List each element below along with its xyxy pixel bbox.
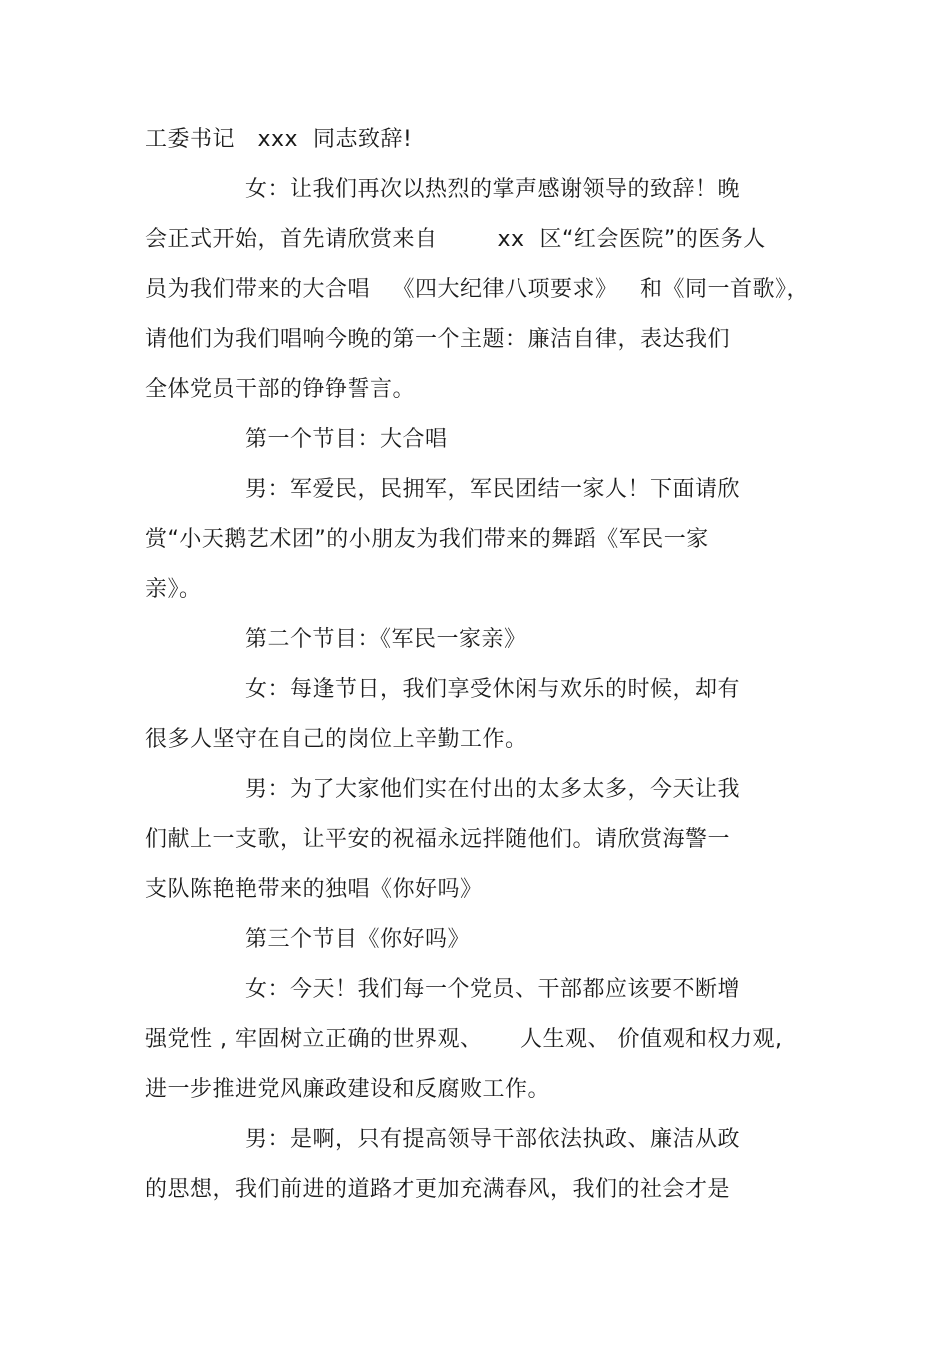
text-line: 亲》。: [145, 577, 202, 602]
text-line: 员为我们带来的大合唱 《四大纪律八项要求》 和《同一首歌》，: [145, 277, 809, 302]
text-line: 男：为了大家他们实在付出的太多太多，今天让我: [245, 777, 741, 802]
text-line: 女：让我们再次以热烈的掌声感谢领导的致辞！晚: [245, 177, 741, 202]
text-line: 全体党员干部的铮铮誓言。: [145, 377, 416, 402]
text-line: 进一步推进党风廉政建设和反腐败工作。: [145, 1077, 551, 1102]
text-line: 女：每逢节日，我们享受休闲与欢乐的时候，却有: [245, 677, 741, 702]
text-line: 女：今天！我们每一个党员、干部都应该要不断增: [245, 977, 741, 1002]
text-line: 们献上一支歌，让平安的祝福永远拌随他们。请欣赏海警一: [145, 827, 731, 852]
text-line: 男：军爱民，民拥军，军民团结一家人！下面请欣: [245, 477, 741, 502]
text-line: 第三个节目《你好吗》: [245, 927, 471, 952]
text-line: 第一个节目：大合唱: [245, 427, 448, 452]
text-line: 会正式开始，首先请欣赏来自 xx 区“红会医院”的医务人: [145, 227, 766, 252]
text-line: 很多人坚守在自己的岗位上辛勤工作。: [145, 727, 528, 752]
text-line: 请他们为我们唱响今晚的第一个主题：廉洁自律，表达我们: [145, 327, 731, 352]
text-line: 第二个节目：《军民一家亲》: [245, 627, 527, 652]
text-line: 强党性 , 牢固树立正确的世界观、 人生观、 价值观和权力观,: [145, 1027, 783, 1052]
text-line: 工委书记 xxx 同志致辞!: [145, 127, 413, 152]
text-line: 的思想，我们前进的道路才更加充满春风，我们的社会才是: [145, 1177, 731, 1202]
text-line: 支队陈艳艳带来的独唱《你好吗》: [145, 877, 483, 902]
text-line: 男：是啊，只有提高领导干部依法执政、廉洁从政: [245, 1127, 741, 1152]
text-line: 赏“小天鹅艺术团”的小朋友为我们带来的舞蹈《军民一家: [145, 527, 709, 552]
